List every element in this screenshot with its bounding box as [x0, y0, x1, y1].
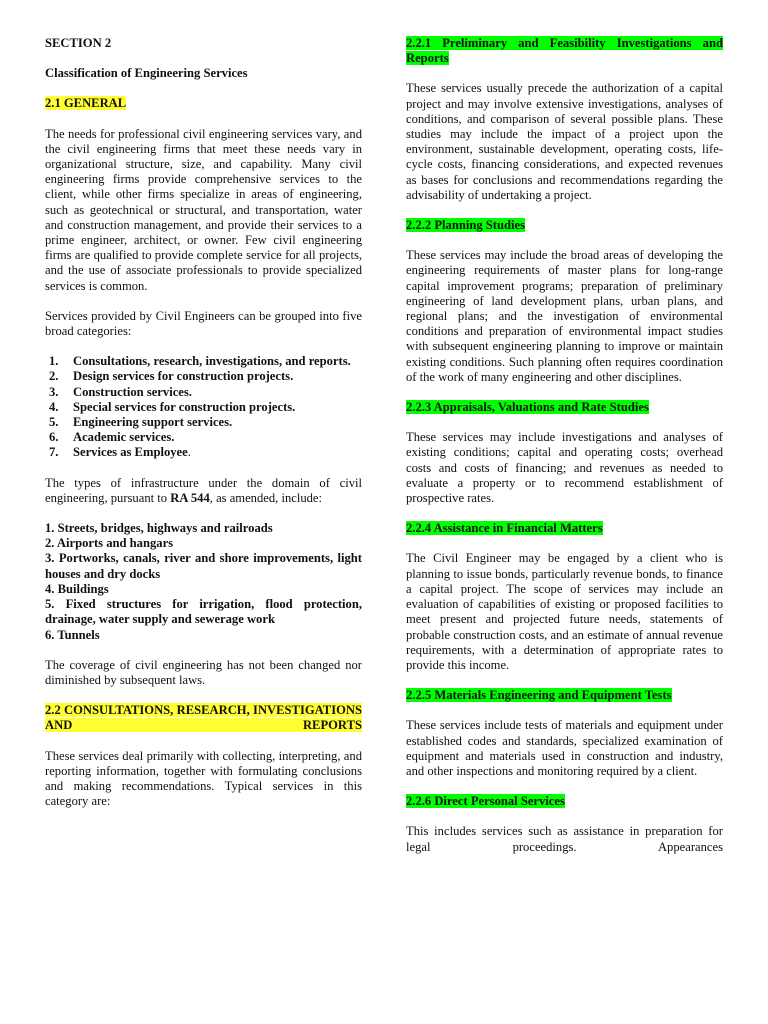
paragraph-2-2-4: The Civil Engineer may be engaged by a client who is planning to issue bonds, particularly revenue bonds, to finance a capital project. The scope of services may include an evaluation of capabilities of existing or proposed facilities to meet present and projected future needs, statements of probable construction costs, and an estimate of annual revenue requirements, with a determination of appropriate rates to provide this income.	[406, 551, 723, 672]
paragraph-2-2-5: These services include tests of materials and equipment under established codes and standards, specialized examination of equipment and materials used in construction and industry, and other inspections and monitoring required by a client.	[406, 718, 723, 778]
list-item	[45, 400, 362, 415]
paragraph-infrastructure	[45, 476, 362, 506]
list-item: 2. Airports and hangars	[45, 536, 174, 551]
heading-2-2-3	[406, 400, 723, 415]
paragraph-categories-intro: Services provided by Civil Engineers can be grouped into five broad categories:	[45, 308, 362, 339]
list-item	[45, 385, 362, 400]
list-item-number: 4.	[49, 399, 59, 414]
paragraph-2-2-2: These services may include the broad areas of developing the engineering requirements of master plans for long-range capital improvement programs; preparation of preliminary engineering of land development plans, urban plans, and regional plans; and the investigation of environmental conditions and preparation of environmental impact studies with subsequent engineering planning to improve or maintain existing conditions. Such planning often requires coordination of the work of many engineering and other disciplines.	[406, 248, 723, 384]
list-item-number: 7.	[49, 445, 59, 460]
list-item: 1. Streets, bridges, highways and railroads	[45, 521, 273, 536]
list-item	[45, 415, 362, 430]
list-item-text: Construction services.	[73, 384, 192, 399]
infra-intro-before: The types of infrastructure under the domain of civil engineering, pursuant to	[45, 475, 362, 505]
right-column	[406, 36, 723, 870]
heading-2-2-3-text: 2.2.3 Appraisals, Valuations and Rate Studies	[406, 400, 649, 415]
heading-2-2-5	[406, 688, 723, 703]
list-item-text: Academic services.	[73, 430, 175, 445]
list-item	[45, 430, 362, 445]
list-item-text: Engineering support services.	[73, 415, 233, 430]
paragraph-2-2-1: These services usually precede the authorization of a capital project and may involve extensive investigations, analyses of conditions, and comparison of several possible plans. These studies may include the impact of a project upon the environment, sustainable development, operating costs, life- cycle costs, financing considerations, and expected revenues as bases for conclusions and recommendations regarding the advisability of undertaking a project.	[406, 81, 723, 202]
left-column	[45, 36, 362, 824]
heading-general	[45, 96, 362, 111]
list-item-number: 2.	[49, 369, 59, 384]
list-item-number: 6.	[49, 430, 59, 445]
paragraph-general: The needs for professional civil engineering services vary, and the civil engineering firms that meet these needs vary in organizational structure, size, and capability. Many civil engineering firms provide comprehensive services to the client, while other firms specialize in areas of engineering, such as geotechnical or structural, and transportation, water and construction management, and provide their services to a prime engineer, architect, or owner. Few civil engineering firms are qualified to provide complete service for all projects, and the use of associate professionals to provide specialized services is common.	[45, 126, 362, 293]
heading-2-2-2-text: 2.2.2 Planning Studies	[406, 218, 525, 233]
section-title: Classification of Engineering Services	[45, 66, 248, 81]
list-item-text: Special services for construction projects.	[73, 399, 296, 414]
paragraph-2-2-3: These services may include investigations and analyses of existing conditions; capital and operating costs; overhead costs and costs of financing; and revenues as needed to evaluate a property or to recommend establishment of prospective rates.	[406, 430, 723, 506]
list-item-text: Design services for construction projects.	[73, 369, 294, 384]
heading-2-2-1-text: 2.2.1 Preliminary and Feasibility Investigations and Reports	[406, 36, 723, 66]
list-item: 4. Buildings	[45, 581, 109, 596]
list-item: 6. Tunnels	[45, 627, 100, 642]
list-item: 5. Fixed structures for irrigation, flood protection, drainage, water supply and sewerage work	[45, 597, 362, 627]
heading-2-2-5-text: 2.2.5 Materials Engineering and Equipment Tests	[406, 688, 672, 703]
categories-list	[45, 354, 362, 460]
infrastructure-list	[45, 521, 362, 643]
paragraph-consultations: These services deal primarily with collecting, interpreting, and reporting information, together with formulating conclusions and making recommendations. Typical services in this category are:	[45, 748, 362, 809]
section-label: SECTION 2	[45, 36, 112, 50]
heading-2-2-6	[406, 794, 723, 809]
heading-general-text: 2.1 GENERAL	[45, 96, 127, 111]
list-item-period: .	[187, 445, 191, 460]
list-item	[45, 354, 362, 369]
heading-2-2-2	[406, 218, 723, 233]
list-item-number: 1.	[49, 354, 59, 369]
heading-consultations	[45, 703, 362, 733]
heading-2-2-6-text: 2.2.6 Direct Personal Services	[406, 794, 565, 809]
paragraph-coverage: The coverage of civil engineering has not been changed nor diminished by subsequent laws.	[45, 657, 362, 687]
list-item-text: Consultations, research, investigations, and reports.	[73, 354, 351, 369]
list-item-number: 5.	[49, 415, 59, 430]
list-item-text-main: Services as Employee	[73, 445, 188, 460]
list-item-text	[73, 445, 362, 460]
heading-consultations-text: 2.2 CONSULTATIONS, RESEARCH, INVESTIGATIONS AND REPORTS	[45, 703, 362, 733]
list-item	[45, 369, 362, 384]
heading-2-2-1	[406, 36, 723, 66]
paragraph-2-2-6: This includes services such as assistance in preparation for legal proceedings. Appearances	[406, 824, 723, 854]
heading-2-2-4	[406, 521, 723, 536]
list-item: 3. Portworks, canals, river and shore improvements, light houses and dry docks	[45, 551, 362, 581]
heading-2-2-4-text: 2.2.4 Assistance in Financial Matters	[406, 521, 603, 536]
list-item-number: 3.	[49, 384, 59, 399]
law-reference: RA 544	[170, 490, 210, 505]
infra-intro-after: , as amended, include:	[209, 490, 323, 505]
list-item	[45, 445, 362, 460]
